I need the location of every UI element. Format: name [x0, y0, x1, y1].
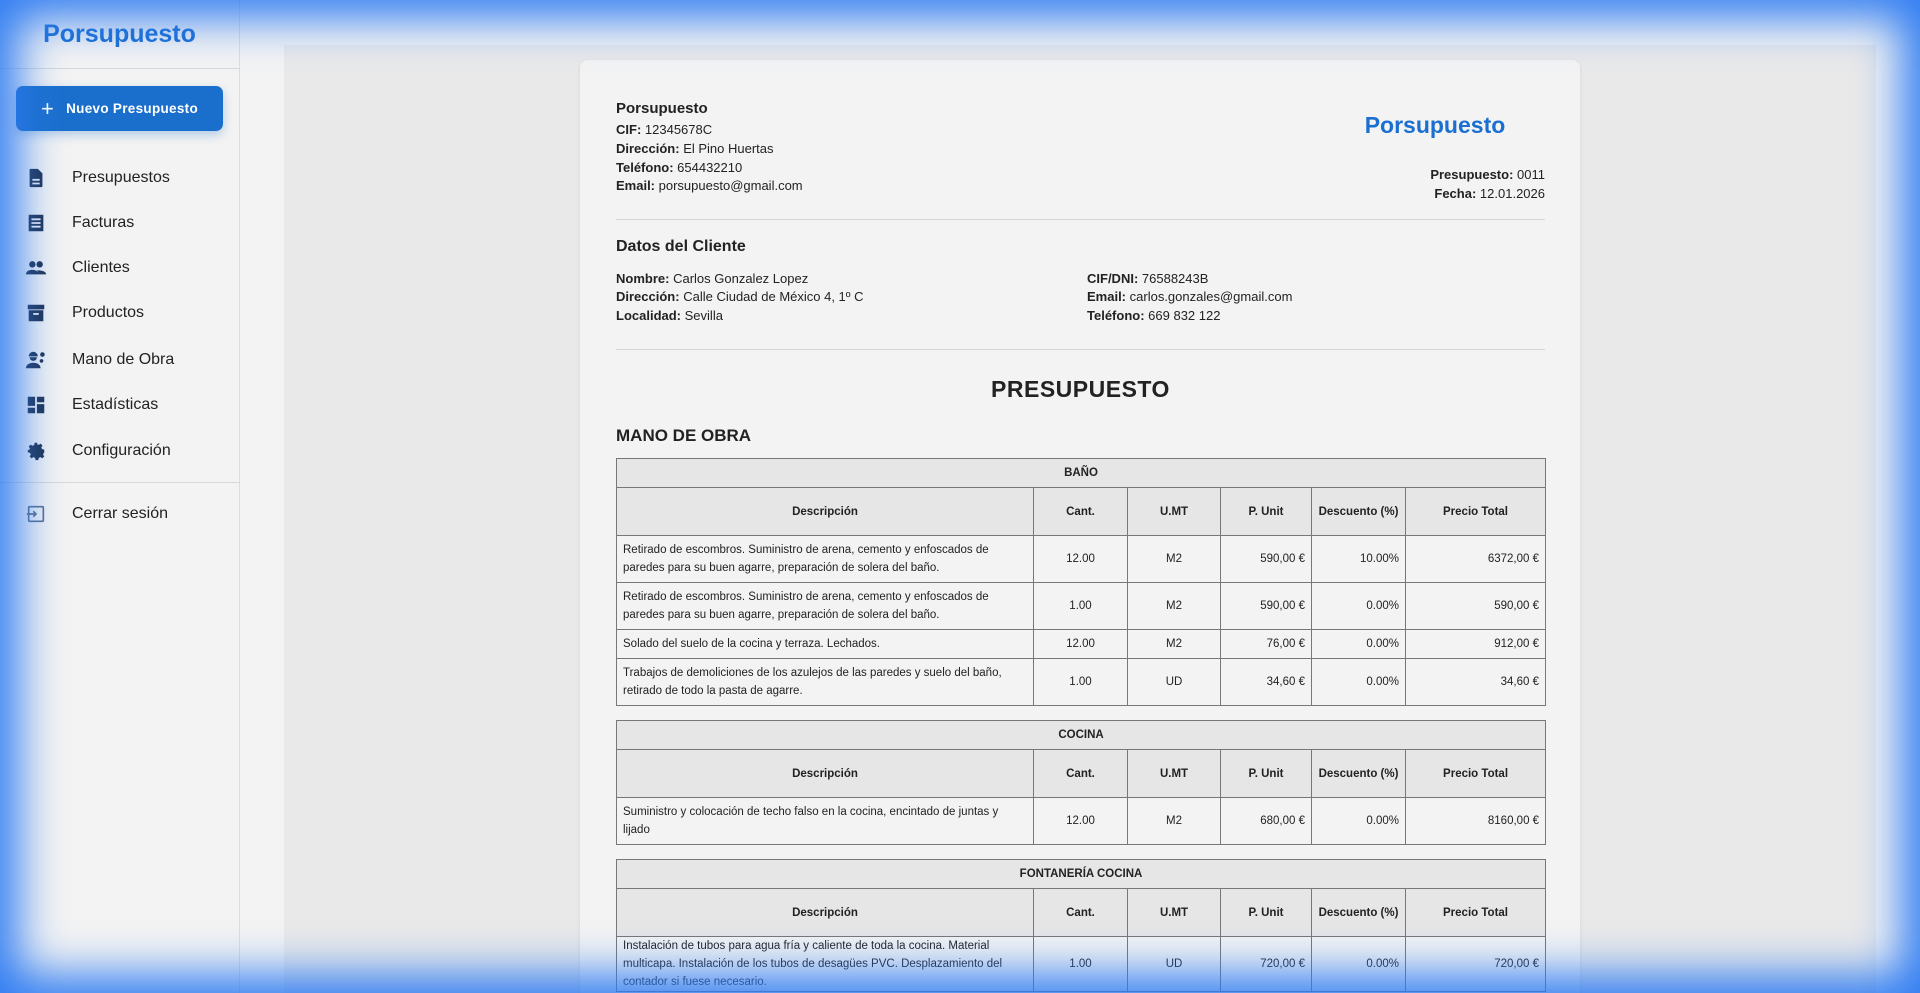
new-budget-label: Nuevo Presupuesto [66, 101, 199, 116]
budget-number: Presupuesto: 0011 [1430, 167, 1545, 182]
cell: 1.00 [1034, 583, 1128, 630]
cell: 34,60 € [1406, 659, 1546, 706]
cell: 1.00 [1034, 659, 1128, 706]
cell: 720,00 € [1406, 937, 1546, 992]
cell: 0.00% [1312, 630, 1406, 659]
column-header: Descuento (%) [1312, 889, 1406, 937]
worker-icon [0, 349, 72, 371]
client-email: Email: carlos.gonzales@gmail.com [1087, 289, 1293, 304]
company-address: Dirección: El Pino Huertas [616, 141, 774, 156]
cell: Suministro y colocación de techo falso en la cocina, encintado de juntas y lijado [617, 798, 1034, 845]
table-row [617, 659, 1546, 706]
cell: 590,00 € [1406, 583, 1546, 630]
column-header: U.MT [1128, 750, 1221, 798]
cell: 12.00 [1034, 630, 1128, 659]
column-header: Cant. [1034, 750, 1128, 798]
company-cif: CIF: 12345678C [616, 122, 713, 137]
sidebar-item-clientes[interactable] [0, 248, 240, 288]
client-name: Nombre: Carlos Gonzalez Lopez [616, 271, 809, 286]
sidebar-item-configuraci-n[interactable] [0, 431, 240, 471]
client-locality: Localidad: Sevilla [616, 308, 723, 323]
company-name: Porsupuesto [616, 100, 708, 117]
cell: 34,60 € [1221, 659, 1312, 706]
column-header: Precio Total [1406, 889, 1546, 937]
labor-table [616, 720, 1546, 845]
column-header: Descripción [617, 488, 1034, 536]
cell: Trabajos de demoliciones de los azulejos de las paredes y suelo del baño, retirado de todo la pasta de agarre. [617, 659, 1034, 706]
client-section-title: Datos del Cliente [616, 238, 746, 255]
table-title: COCINA [617, 721, 1546, 750]
labor-table [616, 458, 1546, 706]
cell: M2 [1128, 583, 1221, 630]
client-cif: CIF/DNI: 76588243B [1087, 271, 1209, 286]
cell: M2 [1128, 798, 1221, 845]
cell: 10.00% [1312, 536, 1406, 583]
cell: 912,00 € [1406, 630, 1546, 659]
column-header: Cant. [1034, 889, 1128, 937]
column-header: Descuento (%) [1312, 488, 1406, 536]
cell: 12.00 [1034, 536, 1128, 583]
column-header: U.MT [1128, 488, 1221, 536]
company-logo: Porsupuesto [1364, 112, 1506, 138]
cell: Instalación de tubos para agua fría y caliente de toda la cocina. Material multicapa. Instalación de los tubos de desagües PVC. Desplazamiento del contador si fuese necesario. [617, 937, 1034, 992]
table-row [617, 536, 1546, 583]
cell: UD [1128, 937, 1221, 992]
client-address: Dirección: Calle Ciudad de México 4, 1º C [616, 289, 864, 304]
cell: 680,00 € [1221, 798, 1312, 845]
table-title: FONTANERÍA COCINA [617, 860, 1546, 889]
cell: M2 [1128, 630, 1221, 659]
sidebar-item-label: Productos [72, 304, 145, 321]
cell: 0.00% [1312, 583, 1406, 630]
sidebar-item-label: Clientes [72, 259, 130, 276]
sidebar-item-estad-sticas[interactable] [0, 385, 240, 425]
sidebar-item-label: Mano de Obra [72, 351, 175, 368]
gear-icon [0, 440, 72, 462]
column-header: U.MT [1128, 889, 1221, 937]
sidebar-item-productos[interactable] [0, 293, 240, 333]
cell: 6372,00 € [1406, 536, 1546, 583]
plus-icon: + [40, 95, 55, 121]
document-icon [0, 167, 72, 189]
budget-document [580, 60, 1580, 993]
company-phone: Teléfono: 654432210 [616, 160, 743, 175]
sidebar-item-label: Presupuestos [72, 169, 170, 186]
column-header: P. Unit [1221, 488, 1312, 536]
cell: 0.00% [1312, 937, 1406, 992]
cell: 8160,00 € [1406, 798, 1546, 845]
table-row [617, 583, 1546, 630]
archive-icon [0, 302, 72, 324]
sidebar [0, 0, 240, 993]
column-header: P. Unit [1221, 889, 1312, 937]
cell: 720,00 € [1221, 937, 1312, 992]
labor-table [616, 859, 1546, 992]
budget-date: Fecha: 12.01.2026 [1434, 186, 1545, 201]
sidebar-item-facturas[interactable] [0, 203, 240, 243]
sidebar-divider [0, 482, 240, 483]
sidebar-item-label: Estadísticas [72, 396, 159, 413]
table-row [617, 798, 1546, 845]
sidebar-item-label: Facturas [72, 214, 135, 231]
client-phone: Teléfono: 669 832 122 [1087, 308, 1221, 323]
cell: 0.00% [1312, 798, 1406, 845]
section-title: MANO DE OBRA [616, 426, 752, 445]
company-email: Email: porsupuesto@gmail.com [616, 178, 803, 193]
cell: 0.00% [1312, 659, 1406, 706]
cell: Retirado de escombros. Suministro de arena, cemento y enfoscados de paredes para su buen agarre, preparación de solera del baño. [617, 536, 1034, 583]
cell: 590,00 € [1221, 583, 1312, 630]
logout-button[interactable] [0, 494, 240, 534]
table-row [617, 937, 1546, 992]
dashboard-icon [0, 394, 72, 416]
cell: 590,00 € [1221, 536, 1312, 583]
column-header: P. Unit [1221, 750, 1312, 798]
column-header: Descripción [617, 750, 1034, 798]
sidebar-item-presupuestos[interactable] [0, 158, 240, 198]
divider [616, 219, 1545, 220]
cell: Solado del suelo de la cocina y terraza. Lechados. [617, 630, 1034, 659]
sidebar-item-mano-de-obra[interactable] [0, 340, 240, 380]
cell: Retirado de escombros. Suministro de arena, cemento y enfoscados de paredes para su buen agarre, preparación de solera del baño. [617, 583, 1034, 630]
logout-label: Cerrar sesión [72, 505, 169, 522]
document-title: PRESUPUESTO [991, 376, 1170, 402]
column-header: Descuento (%) [1312, 750, 1406, 798]
column-header: Descripción [617, 889, 1034, 937]
column-header: Precio Total [1406, 750, 1546, 798]
app-brand: Porsupuesto [0, 0, 239, 69]
table-title: BAÑO [617, 459, 1546, 488]
people-icon [0, 257, 72, 279]
cell: M2 [1128, 536, 1221, 583]
column-header: Cant. [1034, 488, 1128, 536]
cell: 12.00 [1034, 798, 1128, 845]
sidebar-item-label: Configuración [72, 442, 171, 459]
cell: 1.00 [1034, 937, 1128, 992]
new-budget-button[interactable] [16, 86, 223, 131]
column-header: Precio Total [1406, 488, 1546, 536]
cell: UD [1128, 659, 1221, 706]
cell: 76,00 € [1221, 630, 1312, 659]
logout-icon [0, 503, 72, 525]
divider [616, 349, 1545, 350]
table-row [617, 630, 1546, 659]
receipt-icon [0, 212, 72, 234]
